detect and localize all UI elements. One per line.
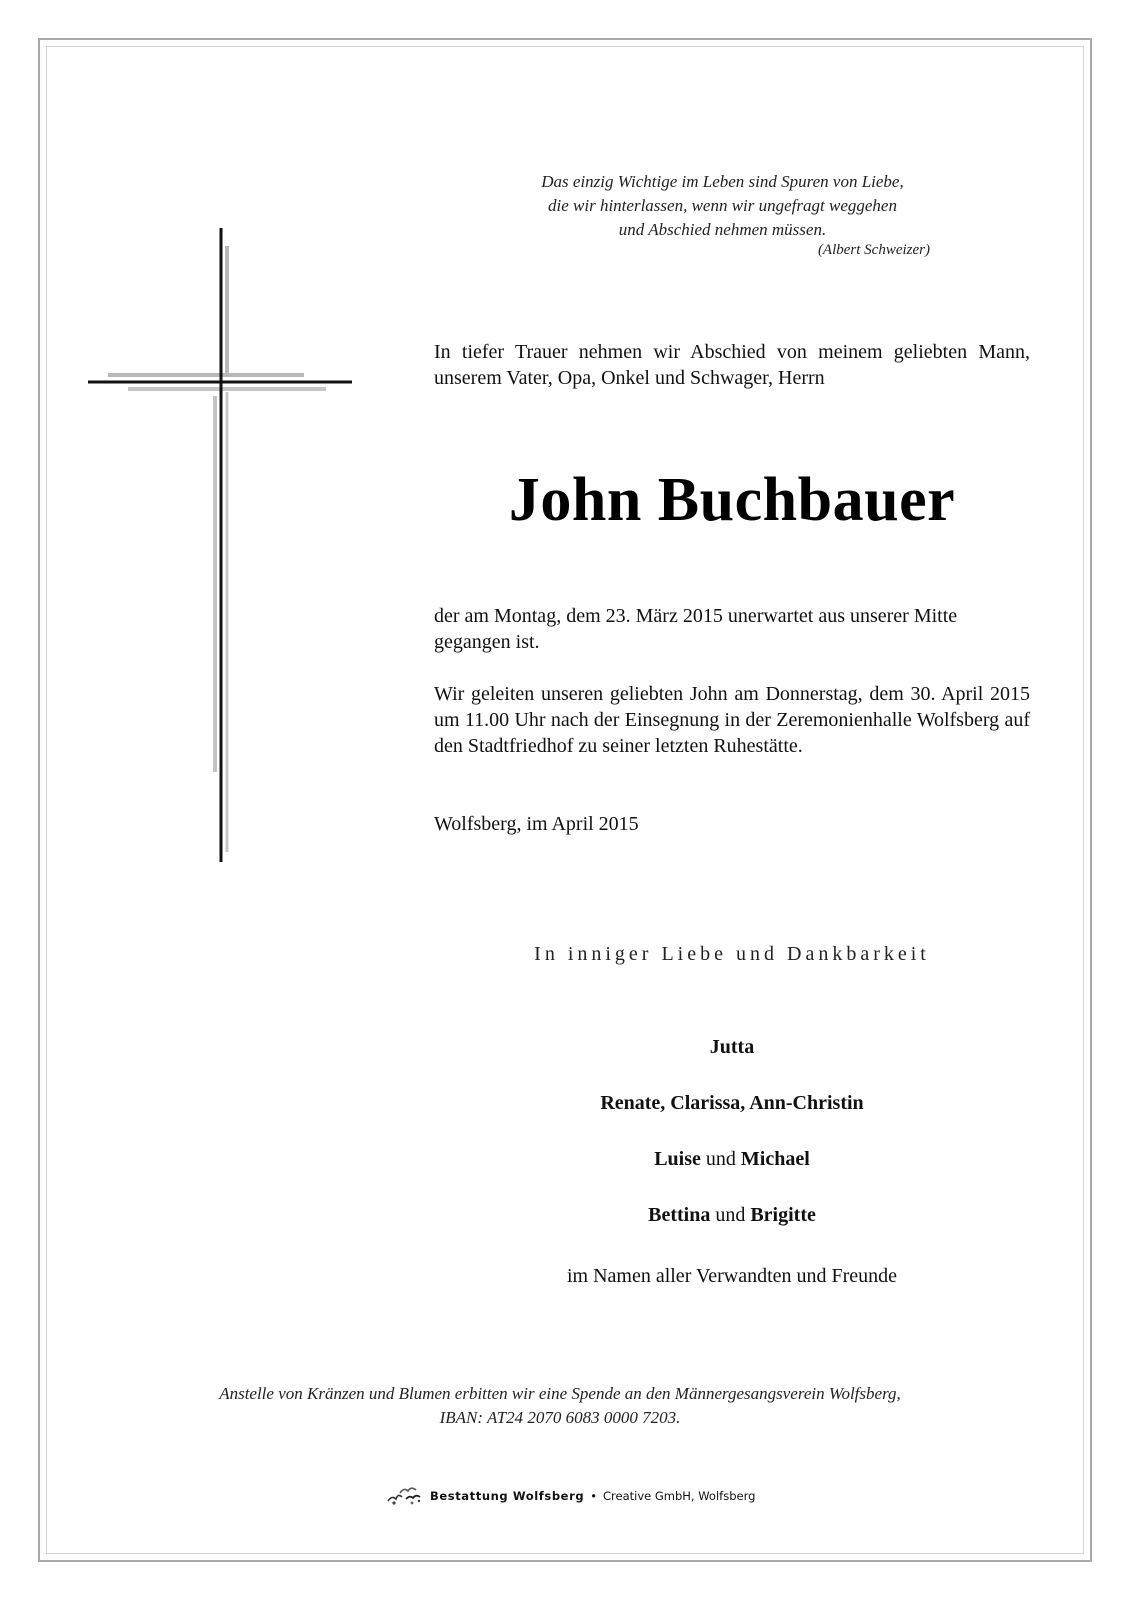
family-line-4: [434, 1204, 1030, 1227]
family-names: Renate, Clarissa, Ann-Christin: [600, 1092, 864, 1114]
family-conjunction: und: [715, 1204, 746, 1226]
family-line-5: im Namen aller Verwandten und Freunde: [566, 1265, 898, 1287]
funeral-text: Wir geleiten unseren geliebten John am Donnerstag, dem 30. April 2015 um 11.00 Uhr nach der Einsegnung in der Zeremonienhalle Wolfsberg auf den Stadtfriedhof zu seiner letzten Ruhestätte.: [434, 683, 1030, 757]
quote-line-2: die wir hinterlassen, wenn wir ungefragt weggehen: [548, 196, 897, 215]
quote: [500, 170, 945, 242]
family-conjunction: und: [705, 1148, 736, 1170]
footer: [386, 1484, 755, 1508]
birds-logo-icon: [386, 1485, 424, 1507]
donation-line-1: Anstelle von Kränzen und Blumen erbitten wir eine Spende an den Männergesangsverein Wolfsberg,: [219, 1384, 901, 1403]
place-date: Wolfsberg, im April 2015: [434, 813, 639, 835]
passing-text: der am Montag, dem 23. März 2015 unerwartet aus unserer Mitte gegangen ist.: [434, 605, 958, 653]
family-name-b: Brigitte: [750, 1204, 816, 1226]
family-line-1: [434, 1036, 1030, 1059]
family-name-a: Bettina: [648, 1204, 711, 1226]
family-line-3: [434, 1148, 1030, 1171]
quote-line-3: und Abschied nehmen müssen.: [618, 220, 827, 239]
donation-line-2: IBAN: AT24 2070 6083 0000 7203.: [439, 1408, 681, 1427]
cross-icon: [88, 226, 358, 866]
quote-line-1: Das einzig Wichtige im Leben sind Spuren von Liebe,: [541, 172, 904, 191]
family-name-a: Luise: [654, 1148, 701, 1170]
footer-company: Creative GmbH, Wolfsberg: [602, 1489, 756, 1503]
deceased-name: John Buchbauer: [508, 466, 956, 534]
family-name: Jutta: [709, 1036, 755, 1058]
intro-text: In tiefer Trauer nehmen wir Abschied von meinem geliebten Mann, unserem Vater, Opa, Onkel und Schwager, Herrn: [434, 341, 1030, 389]
footer-brand: Bestattung Wolfsberg: [430, 1489, 585, 1503]
donation-note: [120, 1382, 1000, 1430]
quote-author: (Albert Schweizer): [817, 242, 930, 258]
thanks-line: In inniger Liebe und Dankbarkeit: [534, 943, 930, 965]
family-name-b: Michael: [740, 1148, 810, 1170]
family-line-2: [434, 1092, 1030, 1115]
footer-bullet: •: [590, 1489, 597, 1503]
